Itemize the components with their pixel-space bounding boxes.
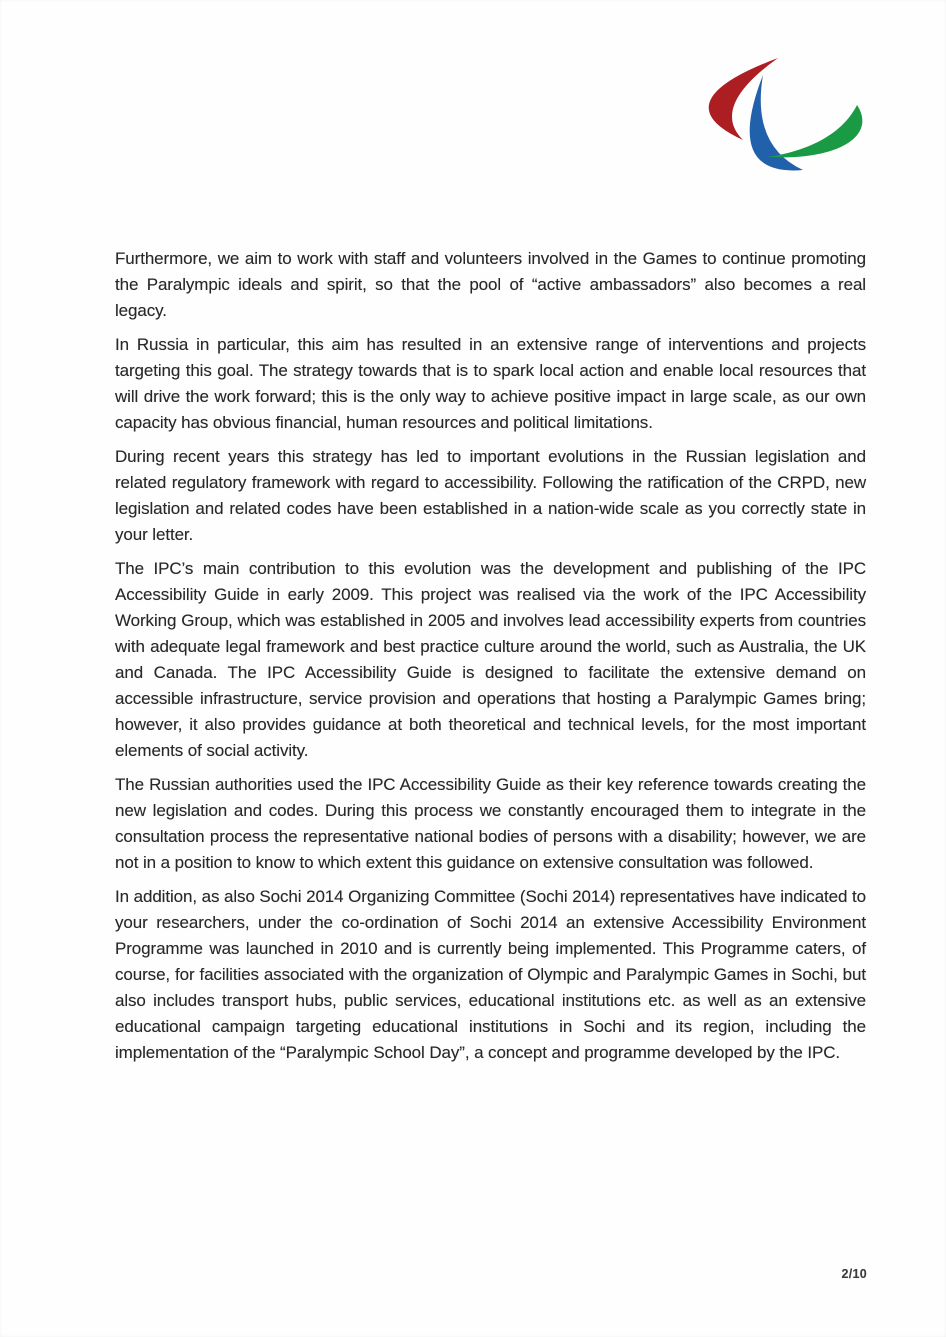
body-paragraph-4: The IPC’s main contribution to this evolution was the development and publishing of the IPC Accessibility Guide in early 2009. This project was realised via the work of the IPC Accessibility Working Group, which was established in 2005 and involves lead accessibility experts from countries with adequate legal framework and best practice culture around the world, such as Australia, the UK and Canada. The IPC Accessibility Guide is designed to facilitate the extensive demand on accessible infrastructure, service provision and operations that hosting a Paralympic Games bring; however, it also provides guidance at both theoretical and technical levels, for the most important elements of social activity. [115, 559, 866, 760]
body-paragraph-6: In addition, as also Sochi 2014 Organizing Committee (Sochi 2014) representatives have indicated to your researchers, under the co-ordination of Sochi 2014 an extensive Accessibility Environment Programme was launched in 2010 and is currently being implemented. This Programme caters, of course, for facilities associated with the organization of Olympic and Paralympic Games in Sochi, but also includes transport hubs, public services, educational institutions etc. as well as an extensive educational campaign targeting educational institutions in Sochi and its region, including the implementation of the “Paralympic School Day”, a concept and programme developed by the IPC. [115, 887, 866, 1062]
body-paragraph-1: Furthermore, we aim to work with staff and volunteers involved in the Games to continue promoting the Paralympic ideals and spirit, so that the pool of “active ambassadors” also becomes a real legacy. [115, 249, 866, 320]
body-paragraph-2: In Russia in particular, this aim has resulted in an extensive range of interventions and projects targeting this goal. The strategy towards that is to spark local action and enable local resources that will drive the work forward; this is the only way to achieve positive impact in large scale, as our own capacity has obvious financial, human resources and political limitations. [115, 335, 866, 432]
body-paragraph-3: During recent years this strategy has led to important evolutions in the Russian legislation and related regulatory framework with regard to accessibility. Following the ratification of the CRPD, new legislation and related codes have been established in a nation-wide scale as you correctly state in your letter. [115, 447, 866, 544]
agito-green-icon [767, 105, 862, 157]
body-paragraph-5: The Russian authorities used the IPC Accessibility Guide as their key reference towards creating the new legislation and codes. During this process we constantly encouraged them to integrate in the consultation process the representative national bodies of persons with a disability; however, we are not in a position to know to which extent this guidance on extensive consultation was followed. [115, 775, 866, 872]
letter-body [115, 246, 866, 1074]
ipc-agitos-logo-icon [705, 57, 875, 178]
agito-red-icon [709, 58, 778, 140]
page-number: 2/10 [841, 1267, 867, 1281]
